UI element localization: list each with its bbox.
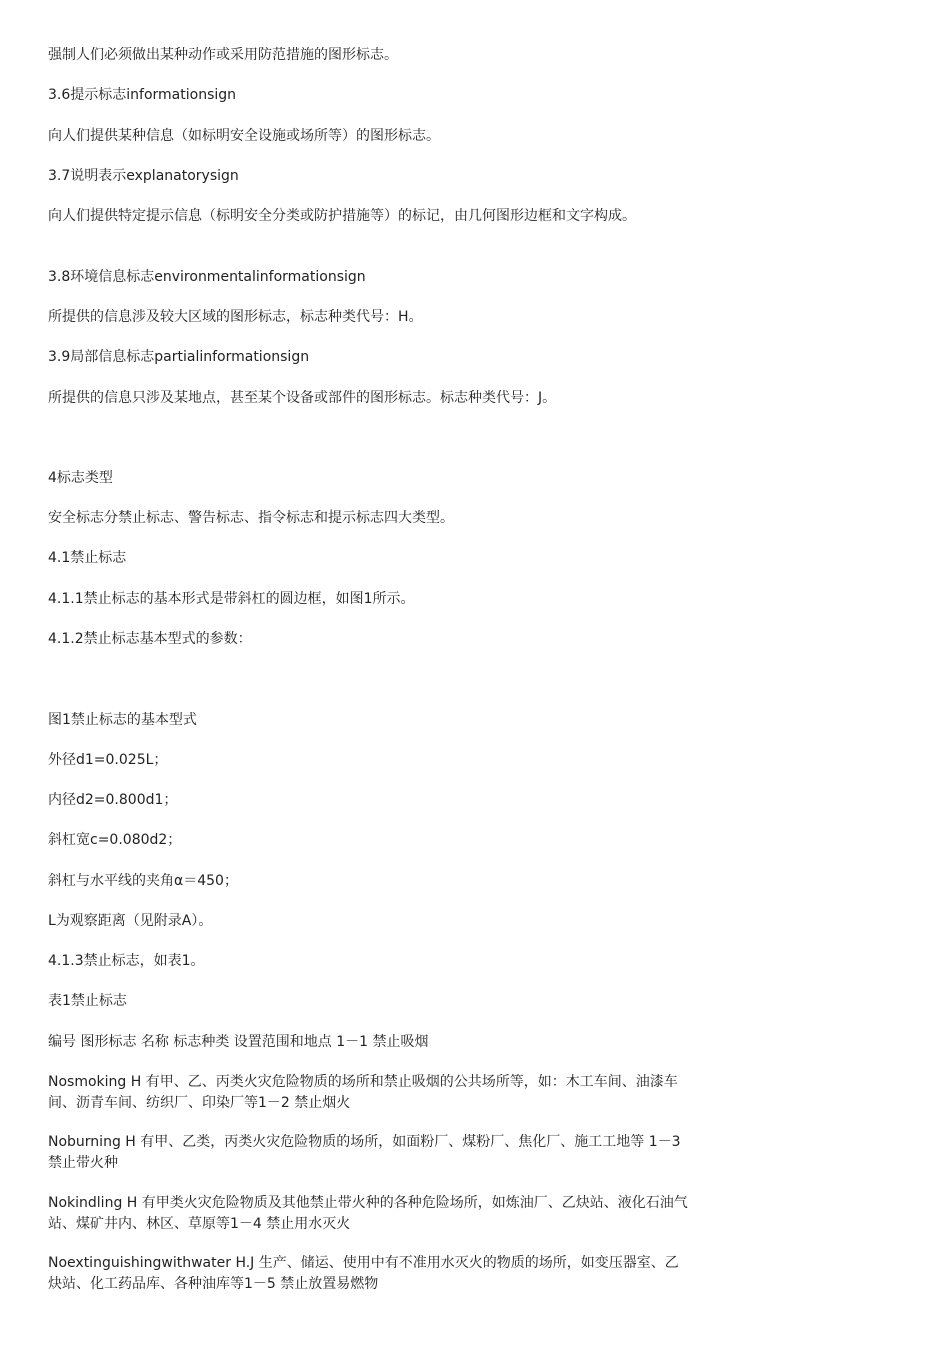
paragraph-mandatory-definition: 强制人们必须做出某种动作或采用防范措施的图形标志。	[48, 47, 398, 63]
param-outer-diameter: 外径d1=0.025L；	[48, 752, 168, 768]
table-row-no-kindling: Nokindling H 有甲类火灾危险物质及其他禁止带火种的各种危险场所，如炼油厂、乙炔站、液化石油气站、煤矿井内、林区、草原等1－4 禁止用水灭火	[48, 1195, 688, 1232]
paragraph-4-1-3: 4.1.3禁止标志，如表1。	[48, 953, 205, 969]
figure-1-caption: 图1禁止标志的基本型式	[48, 712, 197, 728]
param-bar-angle: 斜杠与水平线的夹角α＝450；	[48, 873, 238, 889]
heading-3-7: 3.7说明表示explanatorysign	[48, 168, 239, 184]
table-row-no-burning: Noburning H 有甲、乙类，丙类火灾危险物质的场所，如面粉厂、煤粉厂、焦化厂、施工工地等 1－3 禁止带火种	[48, 1134, 681, 1171]
paragraph-3-8: 所提供的信息涉及较大区域的图形标志，标志种类代号：H。	[48, 309, 423, 325]
table-header-row: 编号 图形标志 名称 标志种类 设置范围和地点 1－1 禁止吸烟	[48, 1034, 429, 1050]
table-1-caption: 表1禁止标志	[48, 993, 127, 1009]
paragraph-3-9: 所提供的信息只涉及某地点，甚至某个设备或部件的图形标志。标志种类代号：J。	[48, 390, 557, 406]
paragraph-4: 安全标志分禁止标志、警告标志、指令标志和提示标志四大类型。	[48, 510, 454, 526]
heading-4-1: 4.1禁止标志	[48, 550, 127, 566]
param-distance: L为观察距离（见附录A）。	[48, 913, 213, 929]
table-row-no-smoking: Nosmoking H 有甲、乙、丙类火灾危险物质的场所和禁止吸烟的公共场所等，如：木工车间、油漆车间、沥青车间、纺织厂、印染厂等1－2 禁止烟火	[48, 1074, 678, 1111]
paragraph-3-7: 向人们提供特定提示信息（标明安全分类或防护措施等）的标记，由几何图形边框和文字构成。	[48, 208, 636, 224]
paragraph-4-1-2: 4.1.2禁止标志基本型式的参数：	[48, 631, 252, 647]
param-inner-diameter: 内径d2=0.800d1；	[48, 792, 178, 808]
heading-3-9: 3.9局部信息标志partialinformationsign	[48, 349, 310, 365]
paragraph-3-6: 向人们提供某种信息（如标明安全设施或场所等）的图形标志。	[48, 128, 440, 144]
paragraph-4-1-1: 4.1.1禁止标志的基本形式是带斜杠的圆边框，如图1所示。	[48, 591, 415, 607]
heading-4: 4标志类型	[48, 470, 113, 486]
heading-3-6: 3.6提示标志informationsign	[48, 87, 237, 103]
heading-3-8: 3.8环境信息标志environmentalinformationsign	[48, 269, 366, 285]
param-bar-width: 斜杠宽c=0.080d2；	[48, 832, 182, 848]
table-row-no-water: Noextinguishingwithwater H.J 生产、储运、使用中有不准用水灭火的物质的场所，如变压器室、乙炔站、化工药品库、各种油库等1－5 禁止放置易燃物	[48, 1255, 679, 1292]
